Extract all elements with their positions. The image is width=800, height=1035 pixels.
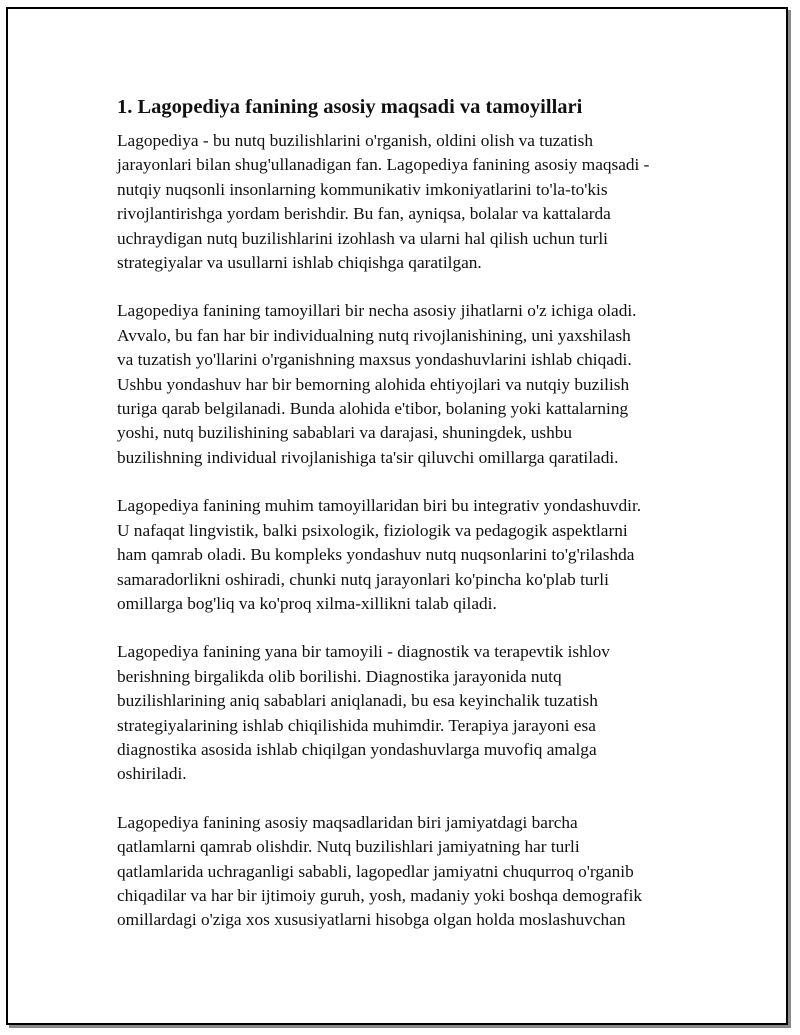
- text-line: diagnostika asosida ishlab chiqilgan yondashuvlarga muvofiq amalga: [117, 739, 597, 759]
- text-line: samaradorlikni oshiradi, chunki nutq jarayonlari ko'pincha ko'plab turli: [117, 569, 609, 589]
- text-line: berishning birgalikda olib borilishi. Diagnostika jarayonida nutq: [117, 666, 562, 686]
- text-line: uchraydigan nutq buzilishlarini izohlash va ularni hal qilish uchun turli: [117, 228, 608, 248]
- paragraph-4: [117, 640, 665, 786]
- text-line: va tuzatish yo'llarini o'rganishning maxsus yondashuvlarini ishlab chiqadi.: [117, 350, 632, 370]
- text-line: strategiyalar va usullarni ishlab chiqishga qaratilgan.: [117, 253, 482, 273]
- paragraph-1: [117, 129, 665, 275]
- text-line: rivojlantirishga yordam berishdir. Bu fan, ayniqsa, bolalar va kattalarda: [117, 204, 611, 224]
- text-line: omillardagi o'ziga xos xususiyatlarni hisobga olgan holda moslashuvchan: [117, 910, 626, 930]
- text-line: buzilishlarining aniq sabablari aniqlanadi, bu esa keyinchalik tuzatish: [117, 691, 598, 711]
- paragraph-3: [117, 494, 665, 616]
- text-line: chiqadilar va har bir ijtimoiy guruh, yosh, madaniy yoki boshqa demografik: [117, 885, 643, 905]
- text-line: oshiriladi.: [117, 764, 187, 784]
- text-line: qatlamlarni qamrab olishdir. Nutq buzilishlari jamiyatning har turli: [117, 837, 580, 857]
- text-line: U nafaqat lingvistik, balki psixologik, fiziologik va pedagogik aspektlarni: [117, 520, 628, 540]
- text-line: nutqiy nuqsonli insonlarning kommunikativ imkoniyatlarini to'la-to'kis: [117, 179, 608, 199]
- document-body: [117, 92, 665, 957]
- text-line: strategiyalarining ishlab chiqilishida muhimdir. Terapiya jarayoni esa: [117, 715, 596, 735]
- text-line: Lagopediya fanining asosiy maqsadlaridan biri jamiyatdagi barcha: [117, 812, 578, 832]
- text-line: yoshi, nutq buzilishining sabablari va darajasi, shuningdek, ushbu: [117, 423, 573, 443]
- text-line: omillarga bog'liq va ko'proq xilma-xillikni talab qiladi.: [117, 593, 497, 613]
- text-line: turiga qarab belgilanadi. Bunda alohida e'tibor, bolaning yoki kattalarning: [117, 399, 629, 419]
- text-line: buzilishning individual rivojlanishiga ta'sir qiluvchi omillarga qaratiladi.: [117, 447, 619, 467]
- text-line: jarayonlari bilan shug'ullanadigan fan. Lagopediya fanining asosiy maqsadi -: [117, 155, 650, 175]
- section-heading: 1. Lagopediya fanining asosiy maqsadi va tamoyillari: [117, 96, 583, 118]
- text-line: Avvalo, bu fan har bir individualning nutq rivojlanishining, uni yaxshilash: [117, 325, 631, 345]
- text-line: Lagopediya fanining muhim tamoyillaridan biri bu integrativ yondashuvdir.: [117, 496, 642, 516]
- text-line: ham qamrab oladi. Bu kompleks yondashuv nutq nuqsonlarini to'g'rilashda: [117, 545, 635, 565]
- paragraph-2: [117, 299, 665, 470]
- text-line: Lagopediya fanining tamoyillari bir necha asosiy jihatlarni o'z ichiga oladi.: [117, 301, 637, 321]
- text-line: Ushbu yondashuv har bir bemorning alohida ehtiyojlari va nutqiy buzilish: [117, 374, 630, 394]
- paragraph-5: [117, 811, 665, 933]
- text-line: qatlamlarida uchraganligi sababli, lagopedlar jamiyatni chuqurroq o'rganib: [117, 861, 634, 881]
- text-line: Lagopediya fanining yana bir tamoyili - diagnostik va terapevtik ishlov: [117, 642, 610, 662]
- text-line: Lagopediya - bu nutq buzilishlarini o'rganish, oldini olish va tuzatish: [117, 131, 594, 150]
